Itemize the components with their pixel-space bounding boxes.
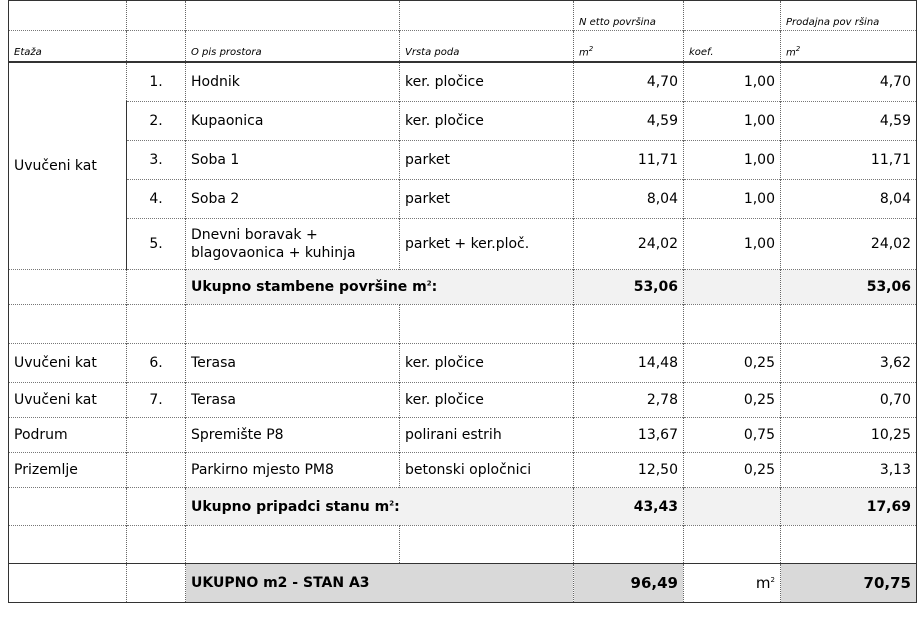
floor-cell: Uvučeni kat bbox=[9, 344, 127, 383]
table-row bbox=[9, 62, 917, 102]
header-etaza: Etaža bbox=[9, 31, 127, 63]
spacer-row bbox=[9, 526, 917, 564]
header-empty bbox=[127, 31, 186, 63]
coefficient: 0,75 bbox=[684, 418, 781, 453]
header-prodajna-unit: $m^2$ bbox=[781, 31, 917, 63]
empty-cell bbox=[9, 488, 127, 526]
header-prodajna: Prodajna pov ršina bbox=[781, 1, 917, 31]
row-number: 7. bbox=[127, 383, 186, 418]
empty-cell bbox=[684, 488, 781, 526]
empty-cell bbox=[9, 270, 127, 305]
floor-type: parket bbox=[400, 141, 574, 180]
table-row bbox=[9, 344, 917, 383]
header-empty bbox=[9, 1, 127, 31]
sale-area: 4,59 bbox=[781, 102, 917, 141]
floor-cell: Podrum bbox=[9, 418, 127, 453]
coefficient: 1,00 bbox=[684, 141, 781, 180]
header-row-1 bbox=[9, 1, 917, 31]
row-number: 3. bbox=[127, 141, 186, 180]
subtotal-net-area: 43,43 bbox=[574, 488, 684, 526]
coefficient: 1,00 bbox=[684, 102, 781, 141]
sale-area: 4,70 bbox=[781, 62, 917, 102]
row-number bbox=[127, 453, 186, 488]
net-area: 4,70 bbox=[574, 62, 684, 102]
subtotal-row bbox=[9, 270, 917, 305]
header-empty bbox=[127, 1, 186, 31]
net-area: 4,59 bbox=[574, 102, 684, 141]
row-number bbox=[127, 418, 186, 453]
table-row bbox=[9, 180, 917, 219]
sale-area: 11,71 bbox=[781, 141, 917, 180]
sale-area: 3,13 bbox=[781, 453, 917, 488]
sale-area: 0,70 bbox=[781, 383, 917, 418]
header-netto: N etto površina bbox=[574, 1, 684, 31]
empty-cell bbox=[127, 564, 186, 603]
floor-cell: Uvučeni kat bbox=[9, 62, 127, 270]
spacer-row bbox=[9, 305, 917, 344]
sale-area: 8,04 bbox=[781, 180, 917, 219]
empty-cell bbox=[127, 488, 186, 526]
grand-total-row bbox=[9, 564, 917, 603]
floor-type: ker. pločice bbox=[400, 344, 574, 383]
coefficient: 1,00 bbox=[684, 62, 781, 102]
room-description: Soba 2 bbox=[186, 180, 400, 219]
sale-area: 10,25 bbox=[781, 418, 917, 453]
empty-cell bbox=[9, 564, 127, 603]
floor-type: ker. pločice bbox=[400, 62, 574, 102]
net-area: 11,71 bbox=[574, 141, 684, 180]
table-row bbox=[9, 102, 917, 141]
header-vrsta: Vrsta poda bbox=[400, 31, 574, 63]
net-area: 14,48 bbox=[574, 344, 684, 383]
subtotal-sale-area: 17,69 bbox=[781, 488, 917, 526]
header-netto-unit: $m^2$ bbox=[574, 31, 684, 63]
empty-cell bbox=[127, 270, 186, 305]
net-area: 12,50 bbox=[574, 453, 684, 488]
header-koef: koef. bbox=[684, 31, 781, 63]
room-description: Dnevni boravak + blagovaonica + kuhinja bbox=[186, 219, 400, 270]
floor-type: parket + ker.ploč. bbox=[400, 219, 574, 270]
grand-total-unit: $m^2$ bbox=[684, 564, 781, 603]
grand-total-net-area: 96,49 bbox=[574, 564, 684, 603]
floor-type: ker. pločice bbox=[400, 383, 574, 418]
header-empty bbox=[684, 1, 781, 31]
room-description: Parkirno mjesto PM8 bbox=[186, 453, 400, 488]
room-description: Kupaonica bbox=[186, 102, 400, 141]
coefficient: 0,25 bbox=[684, 383, 781, 418]
grand-total-label: UKUPNO m2 - STAN A3 bbox=[186, 564, 574, 603]
header-opis: O pis prostora bbox=[186, 31, 400, 63]
table-row bbox=[9, 418, 917, 453]
table-row bbox=[9, 219, 917, 270]
sale-area: 3,62 bbox=[781, 344, 917, 383]
subtotal-row bbox=[9, 488, 917, 526]
floor-type: parket bbox=[400, 180, 574, 219]
room-description: Hodnik bbox=[186, 62, 400, 102]
net-area: 13,67 bbox=[574, 418, 684, 453]
header-empty bbox=[400, 1, 574, 31]
row-number: 4. bbox=[127, 180, 186, 219]
floor-type: betonski opločnici bbox=[400, 453, 574, 488]
coefficient: 1,00 bbox=[684, 219, 781, 270]
floor-cell: Uvučeni kat bbox=[9, 383, 127, 418]
net-area: 24,02 bbox=[574, 219, 684, 270]
sale-area: 24,02 bbox=[781, 219, 917, 270]
coefficient: 0,25 bbox=[684, 344, 781, 383]
coefficient: 1,00 bbox=[684, 180, 781, 219]
coefficient: 0,25 bbox=[684, 453, 781, 488]
floor-cell: Prizemlje bbox=[9, 453, 127, 488]
row-number: 5. bbox=[127, 219, 186, 270]
subtotal-sale-area: 53,06 bbox=[781, 270, 917, 305]
net-area: 2,78 bbox=[574, 383, 684, 418]
area-table bbox=[8, 0, 917, 603]
row-number: 1. bbox=[127, 62, 186, 102]
subtotal-label: Ukupno stambene površine $m^2$: bbox=[186, 270, 574, 305]
header-row-2 bbox=[9, 31, 917, 63]
header-empty bbox=[186, 1, 400, 31]
room-description: Terasa bbox=[186, 383, 400, 418]
row-number: 6. bbox=[127, 344, 186, 383]
subtotal-label: Ukupno pripadci stanu $m^2$: bbox=[186, 488, 574, 526]
floor-type: polirani estrih bbox=[400, 418, 574, 453]
room-description: Spremište P8 bbox=[186, 418, 400, 453]
room-description: Soba 1 bbox=[186, 141, 400, 180]
empty-cell bbox=[684, 270, 781, 305]
table-row bbox=[9, 453, 917, 488]
room-description: Terasa bbox=[186, 344, 400, 383]
floor-type: ker. pločice bbox=[400, 102, 574, 141]
table-row bbox=[9, 383, 917, 418]
grand-total-sale-area: 70,75 bbox=[781, 564, 917, 603]
row-number: 2. bbox=[127, 102, 186, 141]
subtotal-net-area: 53,06 bbox=[574, 270, 684, 305]
table-row bbox=[9, 141, 917, 180]
net-area: 8,04 bbox=[574, 180, 684, 219]
